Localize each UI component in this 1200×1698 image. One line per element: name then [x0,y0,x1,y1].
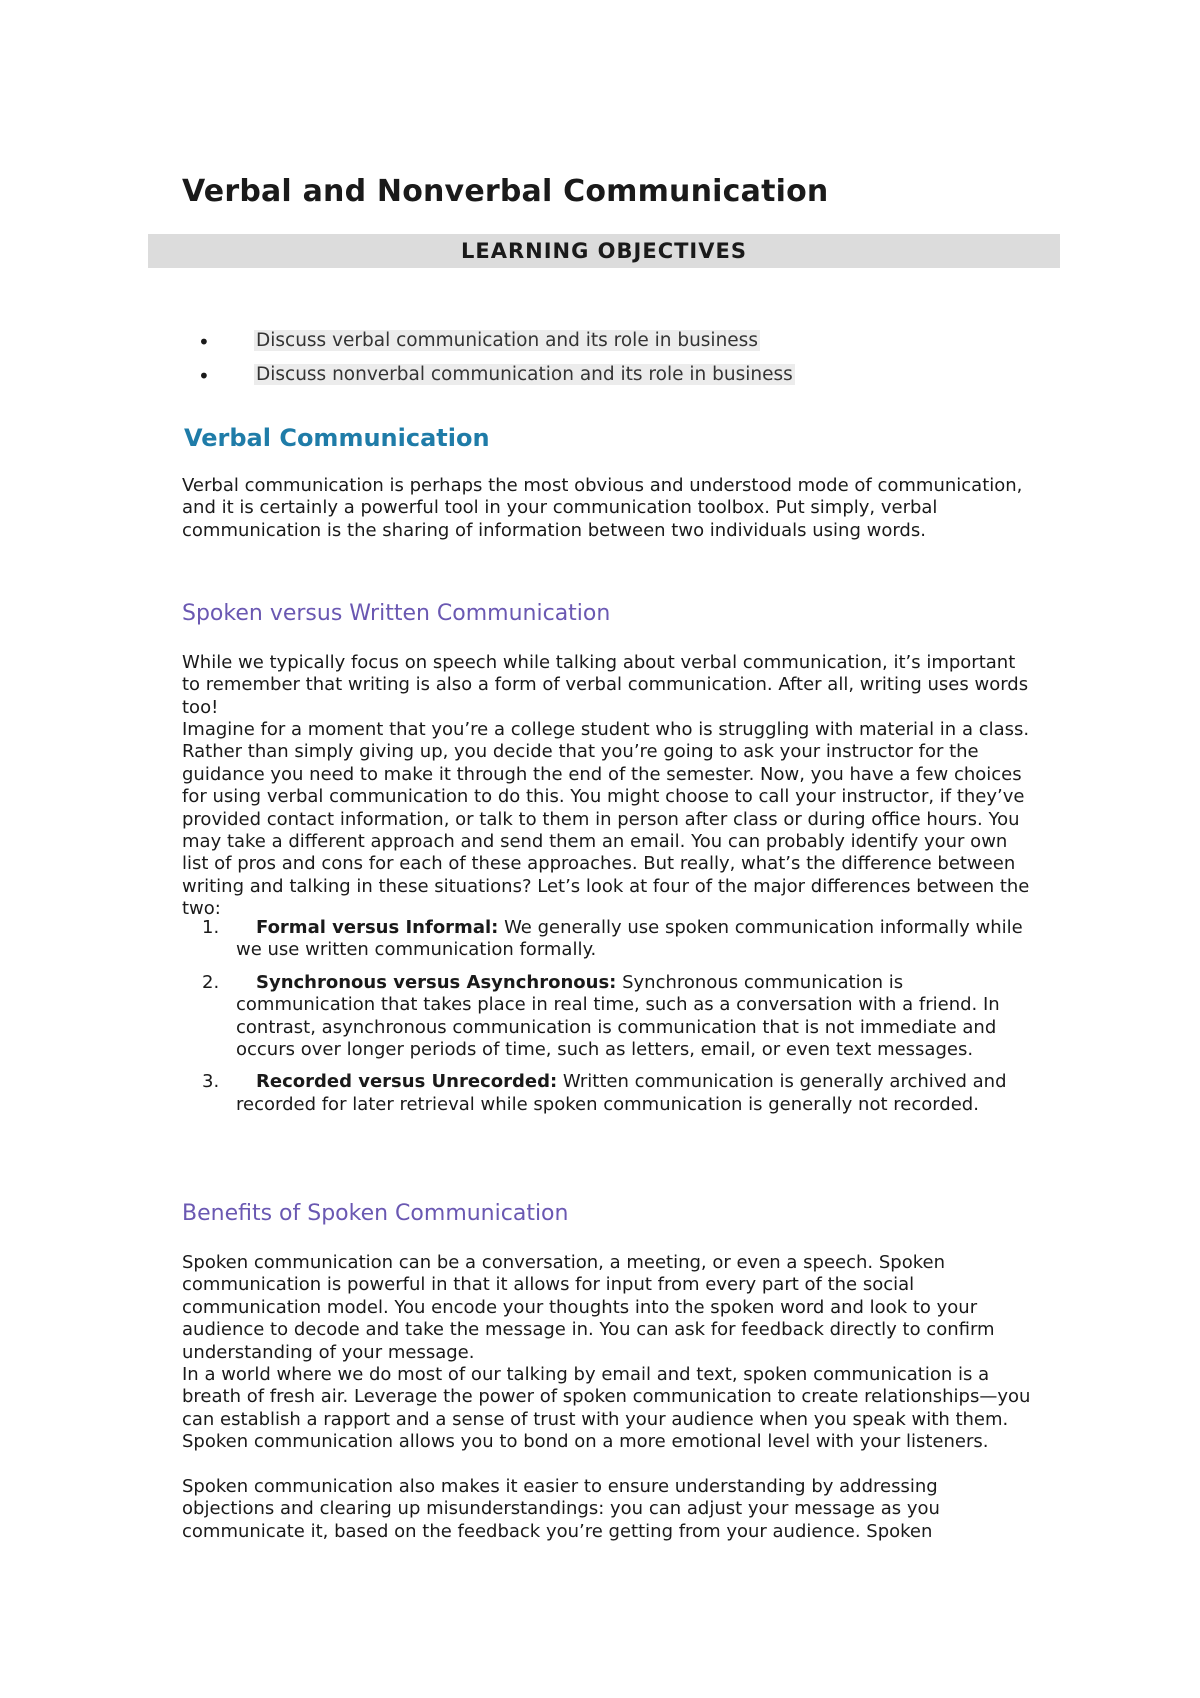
bullet-icon: • [198,364,210,388]
list-item [0,1071,1100,1116]
verbal-communication-heading: Verbal Communication [184,424,490,452]
list-item-body [236,1071,1026,1116]
spoken-written-paragraph-1: While we typically focus on speech while talking about verbal communication, it’s important to remember that writing is also a form of verbal communication. After all, writing uses words too! [182,652,1029,718]
benefits-heading: Benefits of Spoken Communication [182,1201,569,1226]
list-item-body [236,972,1026,1062]
bullet-icon: • [198,330,210,354]
list-number: 3. [202,1071,220,1093]
spoken-written-paragraph-2: Imagine for a moment that you’re a college student who is struggling with material in a class. Rather than simply giving up, you decide that you’re going to ask your instructor for the guidance you need to make it through the end of the semester. Now, you have a few choices for using verbal communication to do this. You might choose to call your instructor, if they’ve provided contact information, or talk to them in person after class or during office hours. You may take a different approach and send them an email. You can probably identify your own list of pros and cons for each of these approaches. But really, what’s the difference between writing and talking in these situations? Let’s look at four of the major differences between the two: [182,719,1030,920]
benefits-paragraph-1: Spoken communication can be a conversation, a meeting, or even a speech. Spoken communication is powerful in that it allows for input from every part of the social communication model. You encode your thoughts into the spoken word and look to your audience to decode and take the message in. You can ask for feedback directly to confirm understanding of your message. [182,1252,995,1363]
benefits-paragraph-3: Spoken communication also makes it easier to ensure understanding by addressing objections and clearing up misunderstandings: you can adjust your message as you communicate it, based on the feedback you’re getting from your audience. Spoken [182,1476,940,1542]
objective-text: Discuss verbal communication and its role in business [256,330,758,351]
list-item-body [236,917,1026,962]
list-item-term: Formal versus Informal: [256,917,499,938]
list-item-text: We generally use spoken communication informally while we use written communication formally. [236,917,1023,961]
list-number: 1. [202,917,220,938]
document-title: Verbal and Nonverbal Communication [182,174,829,209]
list-number: 2. [202,971,220,993]
list-item-term: Recorded versus Unrecorded: [256,1071,558,1093]
list-item [0,917,1100,962]
verbal-intro-paragraph: Verbal communication is perhaps the most obvious and understood mode of communication, and it is certainly a powerful tool in your communication toolbox. Put simply, verbal communication is the sharing of information between two individuals using words. [182,475,1023,541]
spoken-written-heading: Spoken versus Written Communication [182,601,611,626]
list-item [0,972,1100,1062]
list-item-term: Synchronous versus Asynchronous: [256,971,617,993]
differences-list [0,917,1100,1126]
list-item-text: Synchronous communication is communication that takes place in real time, such as a conversation with a friend. In contrast, asynchronous communication is communication that is not immediate and occurs over longer periods of time, such as letters, email, or even text messages. [236,971,1000,1061]
list-item-text: Written communication is generally archived and recorded for later retrieval while spoken communication is generally not recorded. [236,1071,1007,1115]
benefits-paragraph-2: In a world where we do most of our talking by email and text, spoken communication is a breath of fresh air. Leverage the power of spoken communication to create relationships—you can establish a rapport and a sense of trust with your audience when you speak with them. Spoken communication allows you to bond on a more emotional level with your listeners. [182,1364,1031,1453]
learning-objectives-heading: LEARNING OBJECTIVES [148,234,1060,268]
objective-text: Discuss nonverbal communication and its role in business [256,364,793,385]
